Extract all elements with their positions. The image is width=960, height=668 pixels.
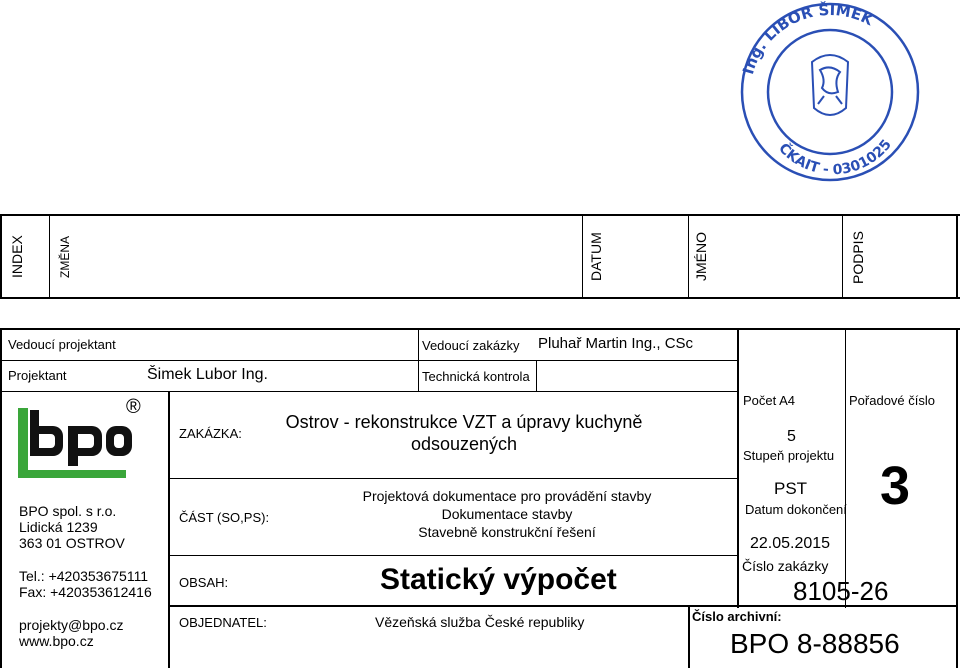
part-label: ČÁST (SO,PS): xyxy=(179,510,270,525)
content-value: Statický výpočet xyxy=(380,563,617,596)
client-value: Vězeňská služba České republiky xyxy=(375,614,585,630)
contract-label: ZAKÁZKA: xyxy=(179,426,242,441)
a4-count-label: Počet A4 xyxy=(743,393,796,408)
designer-label: Projektant xyxy=(8,368,67,383)
completion-label: Datum dokončení xyxy=(745,502,847,517)
stamp-top-text: Ing. LIBOR ŠIMEK xyxy=(739,0,877,77)
contract-line2: odsouzených xyxy=(410,434,518,454)
designer-value: Šimek Lubor Ing. xyxy=(147,366,268,383)
stamp-bottom-text: ČKAIT - 0301025 xyxy=(775,136,895,179)
rev-signature-header: PODPIS xyxy=(850,231,866,284)
company-email[interactable]: projekty@bpo.cz xyxy=(19,617,124,633)
seq-label: Pořadové číslo xyxy=(849,393,935,408)
contract-manager-value: Pluhař Martin Ing., CSc xyxy=(538,335,694,352)
company-name: BPO spol. s r.o. xyxy=(19,503,117,519)
content-label: OBSAH: xyxy=(179,575,229,590)
part-line2: Dokumentace stavby xyxy=(441,506,573,522)
company-web[interactable]: www.bpo.cz xyxy=(19,633,94,649)
order-no-value: 8105-26 xyxy=(793,576,889,606)
contract-line1: Ostrov - rekonstrukce VZT a úpravy kuchyně xyxy=(285,412,643,432)
tech-control-label: Technická kontrola xyxy=(422,369,530,384)
archive-label: Číslo archivní: xyxy=(692,609,782,624)
registered-mark: ® xyxy=(126,396,141,418)
rev-name-header: JMÉNO xyxy=(693,232,709,281)
rev-date-header: DATUM xyxy=(588,232,604,281)
lead-designer-label: Vedoucí projektant xyxy=(8,337,116,352)
client-label: OBJEDNATEL: xyxy=(179,615,267,630)
engineer-stamp xyxy=(728,0,933,182)
company-city: 363 01 OSTROV xyxy=(19,535,125,551)
archive-value: BPO 8-88856 xyxy=(730,628,900,659)
rev-change-header: ZMĚNA xyxy=(58,236,72,278)
completion-value: 22.05.2015 xyxy=(750,535,831,552)
stage-value: PST xyxy=(774,479,808,498)
company-tel: Tel.: +420353675111 xyxy=(19,568,149,584)
rev-index-header: INDEX xyxy=(9,235,25,278)
svg-text:Ing. LIBOR ŠIMEK xyxy=(739,0,877,76)
a4-count-value: 5 xyxy=(787,428,796,445)
company-street: Lidická 1239 xyxy=(19,519,98,535)
stage-label: Stupeň projektu xyxy=(743,448,835,463)
part-line1: Projektová dokumentace pro provádění stavby xyxy=(362,488,652,504)
part-line3: Stavebně konstrukční řešení xyxy=(418,524,596,540)
order-no-label: Číslo zakázky xyxy=(742,558,829,574)
contract-manager-label: Vedoucí zakázky xyxy=(422,338,520,353)
bpo-logo xyxy=(14,408,134,480)
company-fax: Fax: +420353612416 xyxy=(19,584,152,600)
seq-value: 3 xyxy=(880,456,911,516)
